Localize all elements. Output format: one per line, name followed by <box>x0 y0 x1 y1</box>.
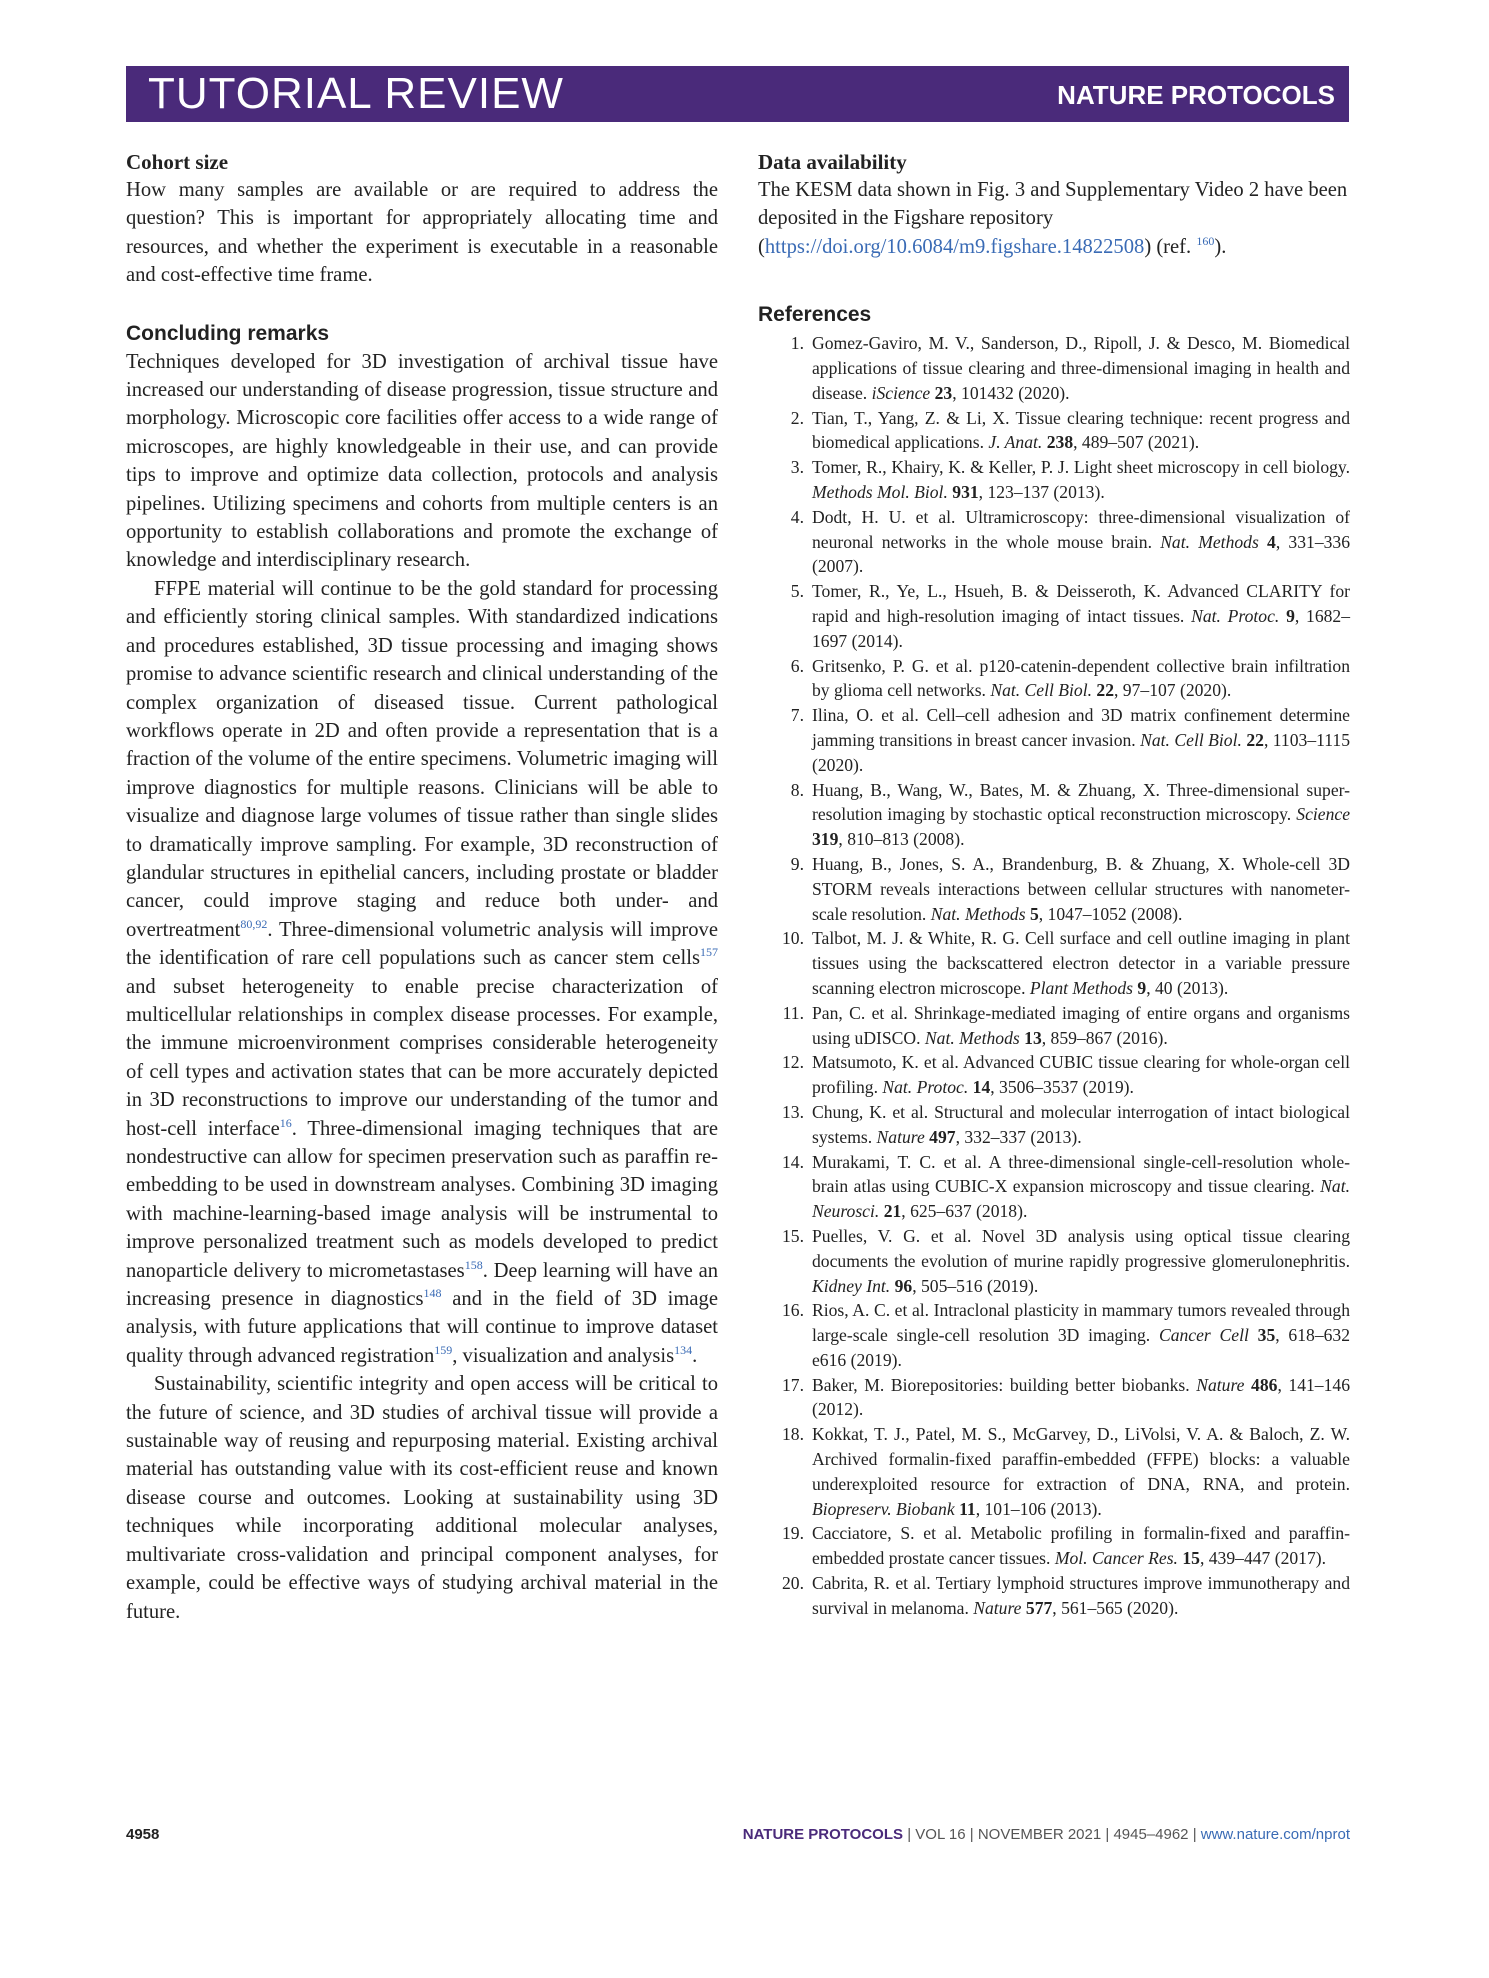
journal-name: NATURE PROTOCOLS <box>1057 80 1335 110</box>
concluding-paragraph-2: FFPE material will continue to be the gold standard for processing and efficiently storing clinical samples. With standardized indications and procedures established, 3D tissue processing and imaging shows promise to advance scientific research and clinical understanding of the complex organization of diseased tissue. Current pathological workflows operate in 2D and often provide a representation that is a fraction of the volume of the entire specimens. Volumetric imaging will improve diagnostics for multiple reasons. Clinicians will be able to visualize and diagnose large volumes of tissue rather than single slides to dramatically improve sampling. For example, 3D reconstruction of glandular structures in epithelial cancers, including prostate or bladder cancer, could improve staging and reduce both under- and overtreatment$^{80,92}$. Three-dimensional volumetric analysis will improve the identification of rare cell populations such as cancer stem cells$^{157}$ and subset heterogeneity to enable precise characterization of multicellular relationships in complex disease processes. For example, the immune microenvironment comprises considerable heterogeneity of cell types and activation states that can be more accurately depicted in 3D reconstructions to improve our understanding of the tumor and host-cell interface$^{16}$. Three-dimensional imaging techniques that are nondestructive can allow for specimen preservation such as paraffin re-embedding to be used in downstream analyses. Combining 3D imaging with machine-learning-based image analysis will be instrumental to improve personalized treatment such as models developed to predict nanoparticle delivery to micrometastases$^{158}$. Deep learning will have an increasing presence in diagnostics$^{148}$ and in the field of 3D image analysis, with future applications that will continue to improve dataset quality through advanced registration$^{159}$, visualization and analysis$^{134}$. <box>126 577 719 1367</box>
cohort-size-text: How many samples are available or are required to address the question? This is important for appropriately allocating time and resources, and whether the experiment is executable in a reasonable and cost-effective time frame. <box>126 179 718 287</box>
reference-item: 6. Gritsenko, P. G. et al. p120-catenin-dependent collective brain infiltration by glioma cell networks. Nat. Cell Biol. 22, 97–107 (2020). <box>790 655 1350 701</box>
citation[interactable]: 158 <box>464 1257 483 1272</box>
footer-date: NOVEMBER 2021 <box>977 1826 1102 1843</box>
reference-item: 5. Tomer, R., Ye, L., Hsueh, B. & Deisseroth, K. Advanced CLARITY for rapid and high-resolution imaging of intact tissues. Nat. Protoc. 9, 1682–1697 (2014). <box>790 581 1350 651</box>
left-column <box>126 148 718 1626</box>
reference-item: 17. Baker, M. Biorepositories: building better biobanks. Nature 486, 141–146 (2012). <box>782 1374 1350 1420</box>
data-availability-heading: Data availability <box>758 150 907 174</box>
concluding-paragraph-1: Techniques developed for 3D investigation of archival tissue have increased our understanding of disease progression, tissue structure and morphology. Microscopic core facilities offer access to a wide range of microscopes, are highly knowledgeable in their use, and can provide tips to improve and optimize data collection, protocols and analysis pipelines. Utilizing specimens and cohorts from multiple centers is an opportunity to establish collaborations and promote the exchange of knowledge and interdisciplinary research. <box>126 350 718 572</box>
reference-item: 9. Huang, B., Jones, S. A., Brandenburg, B. & Zhuang, X. Whole-cell 3D STORM reveals interactions between cellular structures with nanometer-scale resolution. Nat. Methods 5, 1047–1052 (2008). <box>790 853 1350 924</box>
reference-item: 18. Kokkat, T. J., Patel, M. S., McGarvey, D., LiVolsi, V. A. & Baloch, Z. W. Archived formalin-fixed paraffin-embedded (FFPE) blocks: a valuable underexploited resource for extraction of DNA, RNA, and protein. Biopreserv. Biobank 11, 101–106 (2013). <box>782 1424 1350 1519</box>
reference-item: 14. Murakami, T. C. et al. A three-dimensional single-cell-resolution whole-brain atlas using CUBIC-X expansion microscopy and tissue clearing. Nat. Neurosci. 21, 625–637 (2018). <box>782 1151 1350 1222</box>
section-label: TUTORIAL REVIEW <box>148 69 564 118</box>
citation[interactable]: 16 <box>279 1115 292 1130</box>
references-heading: References <box>758 303 872 327</box>
reference-item: 11. Pan, C. et al. Shrinkage-mediated imaging of entire organs and organisms using uDISCO. Nat. Methods 13, 859–867 (2016). <box>782 1002 1350 1048</box>
citation[interactable]: 148 <box>423 1286 442 1301</box>
reference-item: 3. Tomer, R., Khairy, K. & Keller, P. J. Light sheet microscopy in cell biology. Methods Mol. Biol. 931, 123–137 (2013). <box>790 457 1350 502</box>
citation[interactable]: 160 <box>1196 233 1215 248</box>
citation[interactable]: 80,92 <box>240 916 268 931</box>
reference-item: 7. Ilina, O. et al. Cell–cell adhesion and 3D matrix confinement determine jamming transitions in breast cancer invasion. Nat. Cell Biol. 22, 1103–1115 (2020). <box>790 705 1350 775</box>
citation[interactable]: 159 <box>434 1342 453 1357</box>
reference-item: 15. Puelles, V. G. et al. Novel 3D analysis using optical tissue clearing documents the evolution of murine rapidly progressive glomerulonephritis. Kidney Int. 96, 505–516 (2019). <box>782 1225 1350 1296</box>
page-number: 4958 <box>126 1826 160 1843</box>
reference-item: 12. Matsumoto, K. et al. Advanced CUBIC tissue clearing for whole-organ cell profiling. Nat. Protoc. 14, 3506–3537 (2019). <box>782 1052 1350 1098</box>
footer-journal: NATURE PROTOCOLS <box>742 1826 904 1843</box>
data-availability-text: The KESM data shown in Fig. 3 and Supplementary Video 2 have been deposited in the Figshare repository (https://doi.org/10.6084/m9.figshare.14822508) (ref. $^{160}$). <box>758 179 1348 258</box>
reference-item: 2. Tian, T., Yang, Z. & Li, X. Tissue clearing technique: recent progress and biomedical applications. J. Anat. 238, 489–507 (2021). <box>790 407 1350 453</box>
footer-citation: NATURE PROTOCOLS | VOL 16 | NOVEMBER 2021 | 4945–4962 | www.nature.com/nprot <box>742 1826 1350 1843</box>
reference-item: 20. Cabrita, R. et al. Tertiary lymphoid structures improve immunotherapy and survival in melanoma. Nature 577, 561–565 (2020). <box>782 1573 1350 1618</box>
reference-item: 10. Talbot, M. J. & White, R. G. Cell surface and cell outline imaging in plant tissues using the backscattered electron detector in a variable pressure scanning electron microscope. Plant Methods 9, 40 (2013). <box>782 928 1350 998</box>
reference-item: 4. Dodt, H. U. et al. Ultramicroscopy: three-dimensional visualization of neuronal networks in the whole mouse brain. Nat. Methods 4, 331–336 (2007). <box>790 506 1351 577</box>
figshare-doi-link[interactable]: https://doi.org/10.6084/m9.figshare.14822508 <box>764 235 1145 258</box>
citation[interactable]: 134 <box>674 1342 693 1357</box>
concluding-remarks-heading: Concluding remarks <box>126 321 330 345</box>
footer-volume: VOL 16 <box>915 1826 966 1843</box>
right-column <box>758 148 1350 1621</box>
footer-pages: 4945–4962 <box>1113 1826 1189 1843</box>
reference-item: 1. Gomez-Gaviro, M. V., Sanderson, D., Ripoll, J. & Desco, M. Biomedical applications of tissue clearing and three-dimensional imaging in health and disease. iScience 23, 101432 (2020). <box>790 333 1350 403</box>
reference-item: 8. Huang, B., Wang, W., Bates, M. & Zhuang, X. Three-dimensional super-resolution imaging by stochastic optical reconstruction microscopy. Science 319, 810–813 (2008). <box>790 779 1350 850</box>
reference-item: 19. Cacciatore, S. et al. Metabolic profiling in formalin-fixed and paraffin-embedded prostate cancer tissues. Mol. Cancer Res. 15, 439–447 (2017). <box>782 1523 1350 1569</box>
cohort-size-heading: Cohort size <box>126 150 229 174</box>
reference-item: 13. Chung, K. et al. Structural and molecular interrogation of intact biological systems. Nature 497, 332–337 (2013). <box>782 1101 1350 1147</box>
reference-item: 16. Rios, A. C. et al. Intraclonal plasticity in mammary tumors revealed through large-scale single-cell resolution 3D imaging. Cancer Cell 35, 618–632 e616 (2019). <box>782 1300 1351 1370</box>
header-banner <box>126 66 1349 122</box>
concluding-paragraph-3: Sustainability, scientific integrity and open access will be critical to the future of science, and 3D studies of archival tissue will provide a sustainable way of reusing and repurposing material. Existing archival material has outstanding value with its cost-efficient reuse and known disease course and outcomes. Looking at sustainability using 3D techniques while incorporating additional molecular analyses, multivariate cross-validation and principal component analyses, for example, could be effective ways of studying archival material in the future. <box>126 1373 718 1623</box>
footer-url[interactable]: www.nature.com/nprot <box>1200 1826 1350 1843</box>
citation[interactable]: 157 <box>700 945 718 960</box>
references-list <box>758 331 1350 1620</box>
